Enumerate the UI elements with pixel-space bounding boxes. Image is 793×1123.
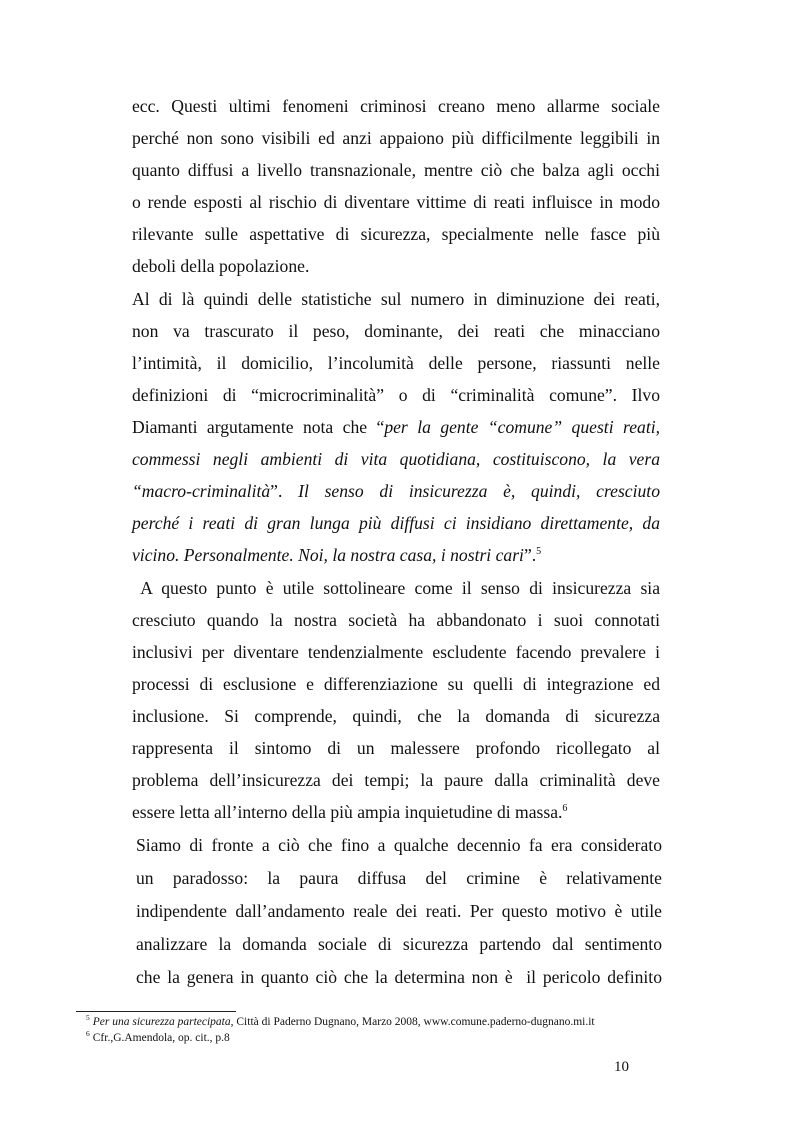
footnote-6 [86, 1031, 230, 1045]
line-text: ”. [270, 481, 299, 501]
paragraph-1-line-3: quanto diffusi a livello transnazionale, mentre ciò che balza agli occhi [132, 160, 660, 180]
paragraph-4-line-1: Siamo di fronte a ciò che fino a qualche decennio fa era considerato [136, 835, 662, 855]
footnote-ref-5: 5 [536, 546, 542, 558]
paragraph-3-line-1: A questo punto è utile sottolineare come il senso di insicurezza sia [132, 578, 660, 598]
paragraph-3-line-6: rappresenta il sintomo di un malessere profondo ricollegato al [132, 738, 660, 758]
footnote-title: Per una sicurezza partecipata [92, 1016, 231, 1028]
paragraph-2-line-9 [132, 539, 660, 571]
paragraph-3-line-7: problema dell’insicurezza dei tempi; la paure dalla criminalità deve [132, 770, 660, 790]
line-text: Diamanti argutamente nota che “ [132, 417, 385, 437]
quote-text: per la gente “comune” questi reati, [384, 417, 660, 437]
line-text: ”. [523, 545, 537, 565]
paragraph-3-line-8 [132, 796, 660, 828]
paragraph-3-line-4: processi di esclusione e differenziazione su quelli di integrazione ed [132, 674, 660, 694]
paragraph-1-line-6: deboli della popolazione. [132, 256, 310, 276]
paragraph-3-line-5: inclusione. Si comprende, quindi, che la domanda di sicurezza [132, 706, 660, 726]
paragraph-3-line-2: cresciuto quando la nostra società ha abbandonato i suoi connotati [132, 610, 660, 630]
paragraph-2-line-4: definizioni di “microcriminalità” o di “criminalità comune”. Ilvo [132, 385, 660, 405]
paragraph-3-line-3: inclusivi per diventare tendenzialmente escludente facendo prevalere i [132, 642, 660, 662]
line-text: essere letta all’interno della più ampia inquietudine di massa. [132, 802, 563, 822]
footnote-text: Cfr.,G.Amendola, op. cit., p.8 [92, 1032, 230, 1044]
footnote-5 [86, 1015, 595, 1029]
paragraph-2-line-5 [132, 411, 660, 443]
footnote-text: , Città di Paderno Dugnano, Marzo 2008, www.comune.paderno-dugnano.mi.it [230, 1016, 595, 1028]
paragraph-2-line-1: Al di là quindi delle statistiche sul numero in diminuzione dei reati, [132, 289, 660, 309]
paragraph-1-line-1: ecc. Questi ultimi fenomeni criminosi creano meno allarme sociale [132, 96, 660, 116]
footnote-ref-6: 6 [562, 803, 568, 815]
paragraph-4-line-3: indipendente dall’andamento reale dei reati. Per questo motivo è utile [136, 901, 662, 921]
paragraph-2-line-8: perché i reati di gran lunga più diffusi ci insidiano direttamente, da [132, 513, 660, 533]
paragraph-1-line-4: o rende esposti al rischio di diventare vittime di reati influisce in modo [132, 192, 660, 212]
paragraph-4-line-5: che la genera in quanto ciò che la determina non è il pericolo definito [136, 967, 662, 987]
paragraph-2-line-2: non va trascurato il peso, dominante, dei reati che minacciano [132, 321, 660, 341]
paragraph-2-line-3: l’intimità, il domicilio, l’incolumità delle persone, riassunti nelle [132, 353, 660, 373]
footnote-number: 5 [86, 1013, 90, 1023]
footnote-number: 6 [86, 1029, 90, 1039]
paragraph-4-line-2: un paradosso: la paura diffusa del crimine è relativamente [136, 868, 662, 888]
paragraph-2-line-6: commessi negli ambienti di vita quotidiana, costituiscono, la vera [132, 449, 660, 469]
quote-text: Il senso di insicurezza è, quindi, cresciuto [298, 481, 660, 501]
page-number: 10 [614, 1059, 629, 1075]
quote-text: “macro-criminalità [132, 481, 271, 501]
paragraph-1-line-5: rilevante sulle aspettative di sicurezza, specialmente nelle fasce più [132, 224, 660, 244]
footnote-separator [76, 1011, 236, 1012]
paragraph-1-line-2: perché non sono visibili ed anzi appaiono più difficilmente leggibili in [132, 128, 660, 148]
quote-text: vicino. Personalmente. Noi, la nostra casa, i nostri cari [132, 545, 524, 565]
paragraph-2-line-7 [132, 475, 660, 507]
paragraph-4-line-4: analizzare la domanda sociale di sicurezza partendo dal sentimento [136, 934, 662, 954]
